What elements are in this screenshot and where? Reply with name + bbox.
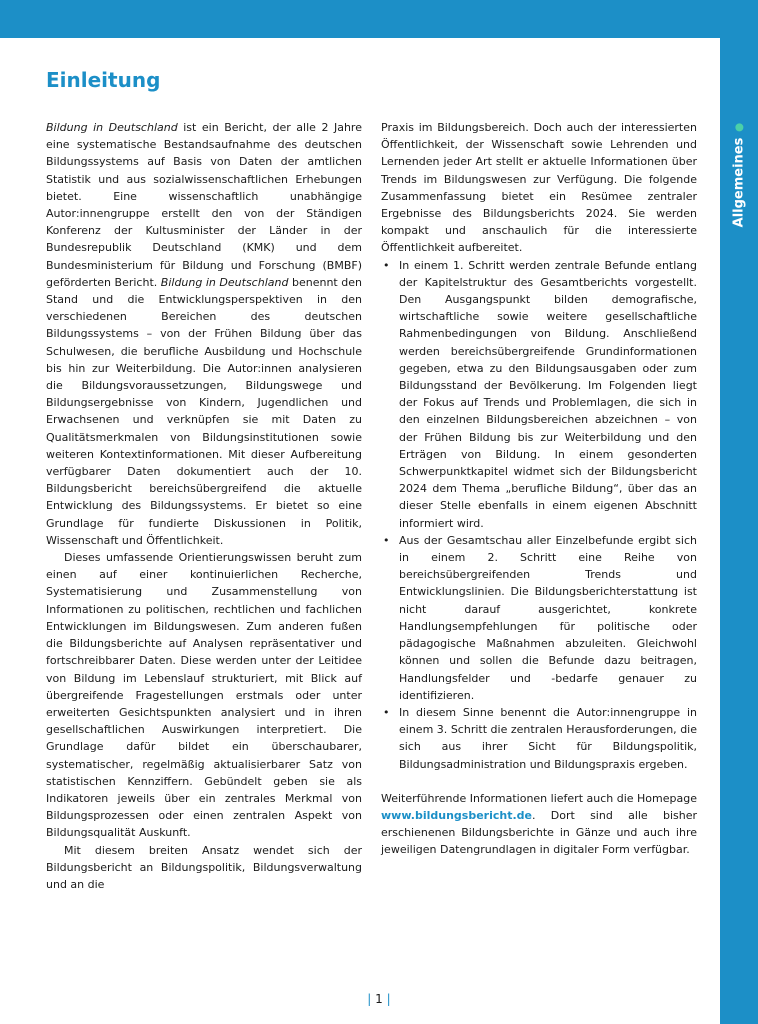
section-tab bbox=[720, 120, 758, 230]
page-title: Einleitung bbox=[46, 68, 161, 92]
intro-paragraph bbox=[46, 119, 362, 549]
page-number-divider-left: | bbox=[367, 992, 372, 1006]
approach-paragraph: Mit diesem breiten Ansatz wendet sich der Bildungsbericht an Bildungspolitik, Bildungsverwaltung und an die bbox=[46, 843, 362, 891]
intro-text-b: benennt den Stand und die Entwicklungsperspektiven in den verschiedenen Bereichen des deutschen Bildungssystems – von der Frühen Bildung über das Schulwesen, die berufliche Ausbildung und Hochschule bis hin zur Weiterbildung. Die Autor:innen analysieren die Bildungsvoraussetzungen, Bildungswege und Bildungsergebnisse von Kindern, Jugendlichen und Erwachsenen und verknüpfen sie mit Daten zu Qualitätsmerkmalen von Bildungsinstitutionen sowie weiteren Kontextinformationen. Mit dieser Aufbereitung verfügbarer Daten dokumentiert auch der 10. Bildungsbericht bereichsübergreifend die aktuelle Entwicklung des Bildungssystems. Er bietet so eine Grundlage für fundierte Diskussionen in Politik, Wissenschaft und Öffentlichkeit. bbox=[46, 275, 362, 547]
further-info-paragraph bbox=[381, 790, 697, 859]
report-title-italic: Bildung in Deutschland bbox=[46, 121, 178, 134]
page-number-value: 1 bbox=[375, 992, 383, 1006]
steps-list bbox=[381, 257, 697, 773]
page-number-divider-right: | bbox=[386, 992, 391, 1006]
intro-text-a: ist ein Bericht, der alle 2 Jahre eine systematische Bestandsaufnahme des deutschen Bildungssystems auf Basis von Daten der amtlichen Statistik und aus sozialwissenschaftlichen Erhebungen bietet. Eine wissenschaftlich unabhängige Autor:innengruppe erstellt den von der Ständigen Konferenz der Kultusminister der Länder in der Bundesrepublik Deutschland (KMK) und dem Bundesministerium für Bildung und Forschung (BMBF) geförderten Bericht. bbox=[46, 121, 362, 289]
list-item: • In diesem Sinne benennt die Autor:innengruppe in einem 3. Schritt die zentralen Herausforderungen, die sich aus ihrer Sicht für Bildungspolitik, Bildungsadministration und Bildungspraxis ergeben. bbox=[381, 704, 697, 773]
further-info-text-a: Weiterführende Informationen liefert auch die Homepage bbox=[381, 791, 697, 805]
section-tab-label: Allgemeines bbox=[731, 137, 747, 227]
right-column bbox=[381, 119, 697, 859]
list-item: • In einem 1. Schritt werden zentrale Befunde entlang der Kapitelstruktur des Gesamtberichts vorgestellt. Den Ausgangspunkt bilden demografische, wirtschaftliche sowie weitere gesellschaftliche Rahmenbedingungen von Bildung. Anschließend werden bereichsübergreifende Grundinformationen gegeben, etwa zu den Bildungsausgaben oder zum Bildungsstand der Bevölkerung. Im Folgenden liegt der Fokus auf Trends und Problemlagen, die sich in den einzelnen Bildungsbereichen abzeichnen – von der Frühen Bildung bis zur Weiterbildung und den Erträgen von Bildung. In einem gesonderten Schwerpunktkapitel widmet sich der Bildungsbericht 2024 dem Thema „berufliche Bildung“, über das an dieser Stelle ebenfalls in einem eigenen Abschnitt informiert wird. bbox=[381, 257, 697, 532]
audience-paragraph: Praxis im Bildungsbereich. Doch auch der interessierten Öffentlichkeit, der Wissenschaft sowie Lehrenden und Lernenden jeder Art stellt er aktuelle Informationen über Trends im Bildungswesen zur Verfügung. Die folgende Zusammenfassung bietet ein Resümee zentraler Ergebnisse des Bildungsberichts 2024. Sie werden kompakt und anschaulich für die interessierte Öffentlichkeit aufbereitet. bbox=[381, 121, 697, 255]
section-dot-icon bbox=[735, 123, 743, 131]
list-item: • Aus der Gesamtschau aller Einzelbefunde ergibt sich in einem 2. Schritt eine Reihe von bereichsübergreifenden Trends und Entwicklungslinien. Die Bildungsberichterstattung ist nicht darauf ausgerichtet, konkrete Handlungsempfehlungen für politische oder pädagogische Maßnahmen abzuleiten. Gleichwohl können und sollen die Befunde dazu beitragen, Handlungsfelder und -bedarfe genauer zu identifizieren. bbox=[381, 532, 697, 704]
further-info-text-b: . Dort sind alle bisher erschienenen Bildungsberichte in Gänze und auch ihre jeweiligen Datengrundlagen in digitaler Form verfügbar. bbox=[381, 808, 697, 857]
page-number bbox=[0, 992, 758, 1006]
homepage-link[interactable]: www.bildungsbericht.de bbox=[381, 808, 532, 822]
left-column bbox=[46, 119, 362, 893]
orientation-paragraph: Dieses umfassende Orientierungswissen beruht zum einen auf einer kontinuierlichen Recherche, Systematisierung und Zusammenstellung von Informationen zu politischen, rechtlichen und fachlichen Entwicklungen im Bildungswesen. Zum anderen fußen die Bildungsberichte auf Analysen repräsentativer und fortschreibbarer Daten. Diese werden unter der Leitidee von Bildung im Lebenslauf strukturiert, mit Blick auf übergreifende Fragestellungen erstmals oder unter erweiterten Gesichtspunkten analysiert und in ihren gesellschaftlichen Auswirkungen interpretiert. Die Grundlage dafür bildet ein überschaubarer, systematischer, regelmäßig aktualisierbarer Satz von statistischen Kennziffern. Gebündelt geben sie als Indikatoren jeweils über ein zentrales Merkmal von Bildungsprozessen oder einen zentralen Aspekt von Bildungsqualität Auskunft. bbox=[46, 551, 362, 840]
report-title-italic-2: Bildung in Deutschland bbox=[160, 275, 289, 289]
header-bar bbox=[0, 0, 758, 38]
